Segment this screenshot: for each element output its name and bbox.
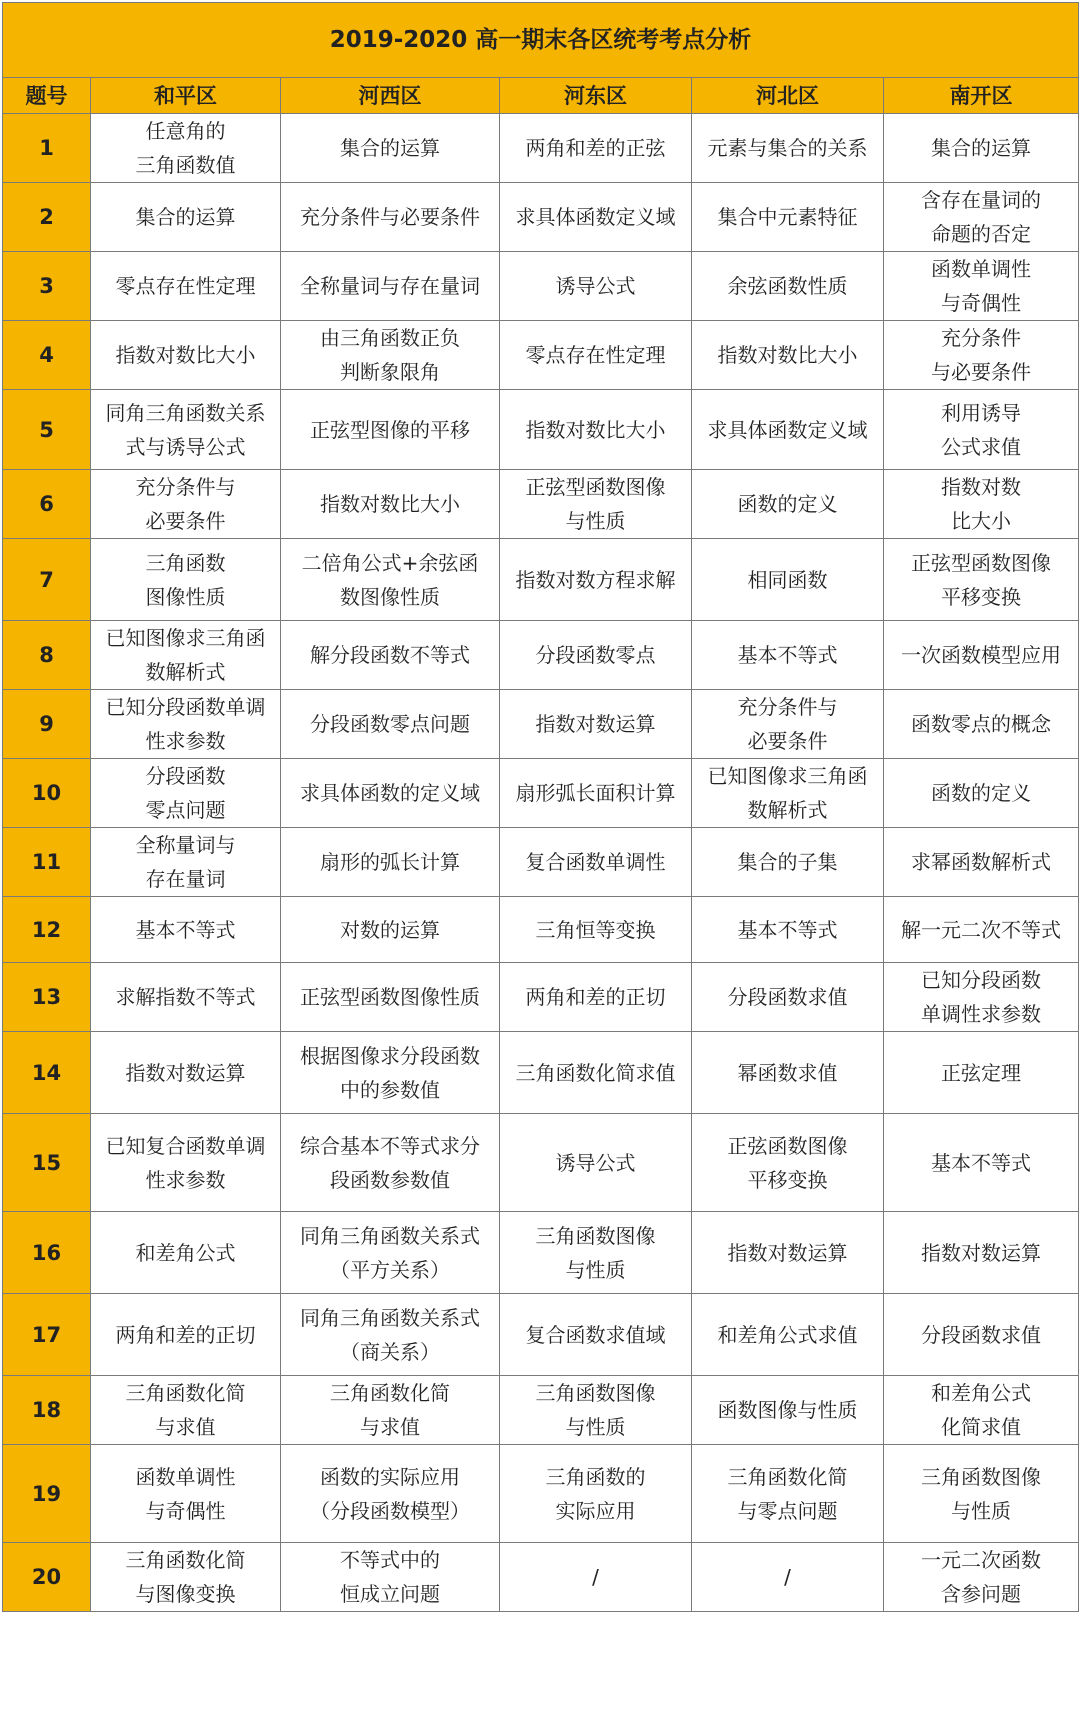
topic-text: 正弦型函数图像: [525, 475, 666, 499]
topic-text: 综合基本不等式求分: [300, 1133, 480, 1158]
topic-cell: [884, 114, 1079, 183]
topic-text: 三角函数化简: [727, 1464, 848, 1489]
table-row: [3, 114, 1079, 183]
topic-cell: [500, 1294, 692, 1376]
table-row: [3, 183, 1079, 252]
topic-text: 与图像变换: [135, 1582, 236, 1606]
topic-text: 性求参数: [145, 1167, 226, 1192]
table-row: [3, 690, 1079, 759]
topic-text: 三角函数化简: [125, 1381, 246, 1405]
topic-cell: [884, 539, 1079, 621]
topic-cell: [91, 1376, 281, 1445]
question-number: 20: [3, 1543, 91, 1612]
topic-cell: [692, 1294, 884, 1376]
topic-text: 中的参数值: [340, 1077, 440, 1102]
topic-cell: [884, 1212, 1079, 1294]
topic-cell: [91, 621, 281, 690]
topic-text: 基本不等式: [135, 917, 236, 942]
topic-text: 函数单调性: [135, 1464, 236, 1489]
question-number: 1: [3, 114, 91, 183]
topic-text: 基本不等式: [737, 917, 838, 942]
topic-cell: [884, 897, 1079, 963]
topic-cell: [91, 183, 281, 252]
table-row: [3, 963, 1079, 1032]
topic-text: 扇形的弧长计算: [320, 850, 460, 874]
col-header-hebei: 河北区: [692, 78, 884, 114]
topic-cell: [281, 1114, 500, 1212]
topic-text: 诱导公式: [555, 274, 636, 298]
topic-text: 实际应用: [555, 1498, 636, 1523]
topic-text: 一元二次函数: [921, 1548, 1041, 1572]
question-number: 19: [3, 1445, 91, 1543]
topic-cell: [281, 1294, 500, 1376]
topic-text: 三角函数图像: [535, 1223, 656, 1248]
topic-cell: [281, 390, 500, 470]
question-number: 17: [3, 1294, 91, 1376]
col-header-hedong: 河东区: [500, 78, 692, 114]
topic-cell: [884, 1445, 1079, 1543]
topic-text: 求幂函数解析式: [911, 850, 1051, 874]
topic-text: 元素与集合的关系: [707, 136, 868, 160]
topic-text: （平方关系）: [330, 1257, 450, 1282]
topic-cell: [692, 1032, 884, 1114]
topic-text: 指数对数比大小: [717, 343, 858, 367]
topic-text: 二倍角公式+余弦函: [301, 550, 479, 575]
table-row: [3, 828, 1079, 897]
topic-cell: [500, 621, 692, 690]
topic-cell: [692, 1212, 884, 1294]
header-row: [3, 78, 1079, 114]
topic-cell: [281, 1445, 500, 1543]
topic-text: 对数的运算: [340, 917, 440, 942]
topic-cell: [500, 470, 692, 539]
topic-cell: [500, 1543, 692, 1612]
topic-cell: [500, 1445, 692, 1543]
topic-cell: [500, 539, 692, 621]
topic-text: 三角函数: [145, 550, 226, 575]
table-row: [3, 539, 1079, 621]
topic-text: 三角恒等变换: [535, 917, 656, 942]
topic-text: 同角三角函数关系式: [300, 1223, 480, 1248]
topic-cell: [692, 539, 884, 621]
col-header-heping: 和平区: [91, 78, 281, 114]
topic-text: 一次函数模型应用: [901, 643, 1061, 667]
topic-text: 不等式中的: [340, 1548, 440, 1572]
question-number: 12: [3, 897, 91, 963]
topic-cell: [692, 621, 884, 690]
topic-text: 复合函数求值域: [525, 1322, 666, 1347]
topic-cell: [884, 252, 1079, 321]
topic-text: 已知图像求三角函: [105, 626, 266, 650]
topic-text: 集合的运算: [135, 205, 236, 229]
topic-cell: [91, 963, 281, 1032]
topic-text: 分段函数零点: [535, 643, 656, 667]
table-row: [3, 321, 1079, 390]
table-row: [3, 759, 1079, 828]
topic-text: 充分条件与: [737, 695, 838, 719]
topic-cell: [91, 828, 281, 897]
topic-text: 单调性求参数: [921, 1002, 1041, 1026]
topic-text: 解一元二次不等式: [901, 917, 1061, 942]
topic-cell: [692, 897, 884, 963]
topic-cell: [91, 759, 281, 828]
topic-text: 指数对数: [941, 475, 1021, 499]
topic-cell: [91, 1114, 281, 1212]
topic-text: 两角和差的正切: [115, 1322, 256, 1347]
question-number: 5: [3, 390, 91, 470]
topic-cell: [500, 897, 692, 963]
topic-cell: [281, 621, 500, 690]
topic-cell: [884, 963, 1079, 1032]
topic-cell: [91, 252, 281, 321]
question-number: 9: [3, 690, 91, 759]
topic-text: 根据图像求分段函数: [300, 1043, 480, 1068]
topic-text: 集合的子集: [737, 850, 838, 874]
topic-text: 判断象限角: [340, 360, 440, 384]
topic-text: 基本不等式: [737, 643, 838, 667]
topic-cell: [91, 1212, 281, 1294]
topic-text: 充分条件: [941, 326, 1021, 350]
topic-cell: [91, 897, 281, 963]
topic-text: 求解指数不等式: [115, 985, 256, 1009]
topic-text: 命题的否定: [931, 222, 1031, 246]
topic-text: 零点存在性定理: [525, 343, 666, 367]
topic-text: 函数的定义: [737, 492, 838, 516]
topic-cell: [500, 321, 692, 390]
table-title: 2019-2020 高一期末各区统考考点分析: [3, 3, 1079, 78]
col-header-nankai: 南开区: [884, 78, 1079, 114]
topic-text: 分段函数零点问题: [310, 712, 470, 736]
topic-cell: [281, 1212, 500, 1294]
topic-text: 两角和差的正弦: [525, 136, 666, 160]
topic-text: 平移变换: [747, 1167, 828, 1192]
topic-text: 正弦函数图像: [727, 1133, 848, 1158]
table-row: [3, 897, 1079, 963]
topic-cell: [91, 690, 281, 759]
question-number: 15: [3, 1114, 91, 1212]
topic-text: 集合中元素特征: [717, 205, 858, 229]
topic-cell: [281, 539, 500, 621]
topic-cell: [500, 963, 692, 1032]
topic-cell: [884, 1543, 1079, 1612]
topic-cell: [692, 1445, 884, 1543]
topic-cell: [281, 252, 500, 321]
topic-cell: [692, 828, 884, 897]
topic-text: 比大小: [951, 509, 1011, 533]
topic-cell: [281, 1032, 500, 1114]
topic-text: 和差角公式: [931, 1381, 1031, 1405]
topic-cell: [692, 690, 884, 759]
topic-text: 已知复合函数单调: [105, 1133, 266, 1158]
topic-text: 三角函数化简: [125, 1548, 246, 1572]
topic-text: 已知分段函数单调: [105, 695, 266, 719]
topic-text: 充分条件与必要条件: [300, 205, 480, 229]
topic-cell: [692, 1114, 884, 1212]
col-header-hexi: 河西区: [281, 78, 500, 114]
topic-text: 零点问题: [145, 798, 226, 822]
topic-cell: [91, 1543, 281, 1612]
topic-text: 充分条件与: [135, 475, 236, 499]
topic-text: 求具体函数的定义域: [300, 781, 480, 805]
topic-text: 与零点问题: [737, 1498, 838, 1523]
topic-cell: [884, 183, 1079, 252]
topic-text: 数解析式: [747, 798, 828, 822]
topic-cell: [692, 759, 884, 828]
question-number: 8: [3, 621, 91, 690]
topic-text: 公式求值: [941, 434, 1021, 459]
topic-text: 化简求值: [941, 1415, 1021, 1439]
topic-cell: [500, 828, 692, 897]
topic-text: 函数的定义: [931, 781, 1031, 805]
topic-text: 平移变换: [941, 584, 1021, 609]
topic-text: 正弦型函数图像性质: [300, 985, 480, 1009]
topic-cell: [281, 963, 500, 1032]
topic-text: 零点存在性定理: [115, 274, 256, 298]
question-number: 3: [3, 252, 91, 321]
analysis-table-frame: [2, 2, 1078, 1713]
topic-text: 与性质: [951, 1498, 1011, 1523]
topic-text: 复合函数单调性: [525, 850, 666, 874]
topic-text: 指数对数比大小: [525, 417, 666, 442]
topic-text: 由三角函数正负: [320, 326, 460, 350]
topic-text: （分段函数模型）: [310, 1498, 470, 1523]
question-number: 10: [3, 759, 91, 828]
topic-cell: [500, 390, 692, 470]
topic-cell: [281, 114, 500, 183]
topic-text: 函数零点的概念: [911, 712, 1051, 736]
topic-cell: [281, 759, 500, 828]
topic-text: 指数对数比大小: [320, 492, 460, 516]
topic-cell: [884, 621, 1079, 690]
topic-text: 含存在量词的: [921, 188, 1041, 212]
topic-cell: [500, 690, 692, 759]
topic-text: 三角函数图像: [921, 1464, 1041, 1489]
topic-cell: [692, 114, 884, 183]
question-number: 11: [3, 828, 91, 897]
topic-text: 与求值: [155, 1415, 216, 1439]
topic-cell: [91, 390, 281, 470]
topic-text: 正弦定理: [941, 1060, 1021, 1085]
topic-text: 分段函数求值: [727, 985, 848, 1009]
topic-text: 式与诱导公式: [125, 434, 246, 459]
topic-cell: [884, 470, 1079, 539]
topic-cell: [500, 1032, 692, 1114]
topic-cell: [91, 114, 281, 183]
topic-cell: [884, 1032, 1079, 1114]
topic-cell: [281, 1543, 500, 1612]
topic-cell: [692, 183, 884, 252]
topic-text: 求具体函数定义域: [707, 417, 868, 442]
exam-topics-table: [2, 2, 1079, 1612]
topic-text: 存在量词: [145, 867, 226, 891]
table-row: [3, 1032, 1079, 1114]
topic-text: 与奇偶性: [145, 1498, 226, 1523]
question-number: 7: [3, 539, 91, 621]
topic-cell: [884, 828, 1079, 897]
topic-text: 两角和差的正切: [525, 985, 666, 1009]
topic-text: 与性质: [565, 509, 626, 533]
topic-cell: [91, 321, 281, 390]
topic-text: 相同函数: [747, 567, 828, 592]
topic-text: 数图像性质: [340, 584, 440, 609]
topic-text: 指数对数运算: [727, 1240, 848, 1265]
topic-cell: [884, 321, 1079, 390]
topic-cell: [884, 1114, 1079, 1212]
topic-cell: [884, 1376, 1079, 1445]
table-row: [3, 252, 1079, 321]
topic-cell: [500, 1376, 692, 1445]
topic-text: 与必要条件: [931, 360, 1031, 384]
topic-cell: [692, 963, 884, 1032]
topic-cell: [692, 252, 884, 321]
question-number: 2: [3, 183, 91, 252]
topic-cell: [281, 1376, 500, 1445]
topic-text: 函数单调性: [931, 257, 1031, 281]
table-row: [3, 470, 1079, 539]
table-row: [3, 1212, 1079, 1294]
topic-cell: [692, 390, 884, 470]
table-row: [3, 1114, 1079, 1212]
question-number: 4: [3, 321, 91, 390]
topic-text: 余弦函数性质: [727, 274, 848, 298]
topic-cell: [500, 1212, 692, 1294]
topic-text: 数解析式: [145, 660, 226, 684]
topic-text: 指数对数运算: [535, 712, 656, 736]
topic-text: 基本不等式: [931, 1150, 1031, 1175]
topic-text: 三角函数值: [135, 153, 236, 177]
topic-cell: [692, 321, 884, 390]
topic-text: 恒成立问题: [340, 1582, 440, 1606]
topic-cell: [281, 690, 500, 759]
topic-cell: [692, 470, 884, 539]
topic-text: 与求值: [360, 1415, 420, 1439]
topic-text: 全称量词与存在量词: [300, 274, 480, 298]
topic-text: 必要条件: [145, 509, 226, 533]
table-row: [3, 1294, 1079, 1376]
topic-text: 集合的运算: [340, 136, 440, 160]
topic-text: 集合的运算: [931, 136, 1031, 160]
topic-text: 必要条件: [747, 729, 828, 753]
question-number: 18: [3, 1376, 91, 1445]
topic-text: 指数对数比大小: [115, 343, 256, 367]
topic-text: 三角函数化简求值: [515, 1060, 676, 1085]
topic-text: 同角三角函数关系: [105, 400, 266, 425]
topic-cell: [91, 1032, 281, 1114]
topic-cell: [281, 897, 500, 963]
topic-text: /: [784, 1565, 791, 1589]
topic-text: 三角函数化简: [330, 1381, 450, 1405]
topic-text: 段函数参数值: [330, 1167, 450, 1192]
table-row: [3, 621, 1079, 690]
topic-cell: [91, 1294, 281, 1376]
topic-cell: [281, 183, 500, 252]
topic-cell: [884, 690, 1079, 759]
table-row: [3, 1445, 1079, 1543]
topic-cell: [884, 759, 1079, 828]
topic-cell: [91, 470, 281, 539]
topic-cell: [884, 1294, 1079, 1376]
table-row: [3, 1376, 1079, 1445]
topic-text: 正弦型函数图像: [911, 550, 1051, 575]
topic-text: 函数图像与性质: [717, 1398, 858, 1422]
topic-text: 分段函数求值: [921, 1322, 1041, 1347]
topic-text: 与性质: [565, 1415, 626, 1439]
topic-cell: [91, 539, 281, 621]
topic-cell: [500, 183, 692, 252]
topic-text: 函数的实际应用: [320, 1464, 460, 1489]
topic-text: 求具体函数定义域: [515, 205, 676, 229]
topic-text: 分段函数: [145, 764, 226, 788]
topic-text: 含参问题: [941, 1582, 1021, 1606]
topic-text: 和差角公式求值: [717, 1322, 858, 1347]
topic-text: 指数对数运算: [921, 1240, 1041, 1265]
table-row: [3, 390, 1079, 470]
topic-text: 和差角公式: [135, 1240, 236, 1265]
question-number: 14: [3, 1032, 91, 1114]
topic-text: 已知分段函数: [921, 968, 1041, 992]
question-number: 13: [3, 963, 91, 1032]
topic-cell: [500, 759, 692, 828]
topic-text: 全称量词与: [135, 833, 236, 857]
topic-text: 利用诱导: [941, 400, 1021, 425]
topic-text: 与奇偶性: [941, 291, 1021, 315]
topic-cell: [692, 1376, 884, 1445]
topic-text: 幂函数求值: [737, 1060, 838, 1085]
topic-text: 三角函数的: [545, 1464, 646, 1489]
topic-text: 性求参数: [145, 729, 226, 753]
topic-cell: [500, 252, 692, 321]
topic-cell: [500, 1114, 692, 1212]
topic-cell: [281, 828, 500, 897]
topic-text: 指数对数运算: [125, 1060, 246, 1085]
topic-cell: [91, 1445, 281, 1543]
topic-text: /: [592, 1565, 599, 1589]
topic-text: 与性质: [565, 1257, 626, 1282]
topic-text: 指数对数方程求解: [515, 567, 676, 592]
topic-text: 诱导公式: [555, 1150, 636, 1175]
question-number: 6: [3, 470, 91, 539]
table-row: [3, 1543, 1079, 1612]
topic-cell: [500, 114, 692, 183]
topic-cell: [884, 390, 1079, 470]
question-number: 16: [3, 1212, 91, 1294]
topic-text: 任意角的: [145, 119, 226, 143]
topic-text: 三角函数图像: [535, 1381, 656, 1405]
topic-text: 同角三角函数关系式: [300, 1305, 480, 1330]
topic-text: 解分段函数不等式: [310, 643, 470, 667]
topic-cell: [281, 470, 500, 539]
col-header-question-number: 题号: [3, 78, 91, 114]
topic-text: 正弦型图像的平移: [310, 417, 470, 442]
topic-text: （商关系）: [340, 1339, 440, 1364]
topic-text: 扇形弧长面积计算: [515, 781, 676, 805]
topic-text: 已知图像求三角函: [707, 764, 868, 788]
topic-cell: [692, 1543, 884, 1612]
topic-text: 图像性质: [145, 584, 226, 609]
topic-cell: [281, 321, 500, 390]
